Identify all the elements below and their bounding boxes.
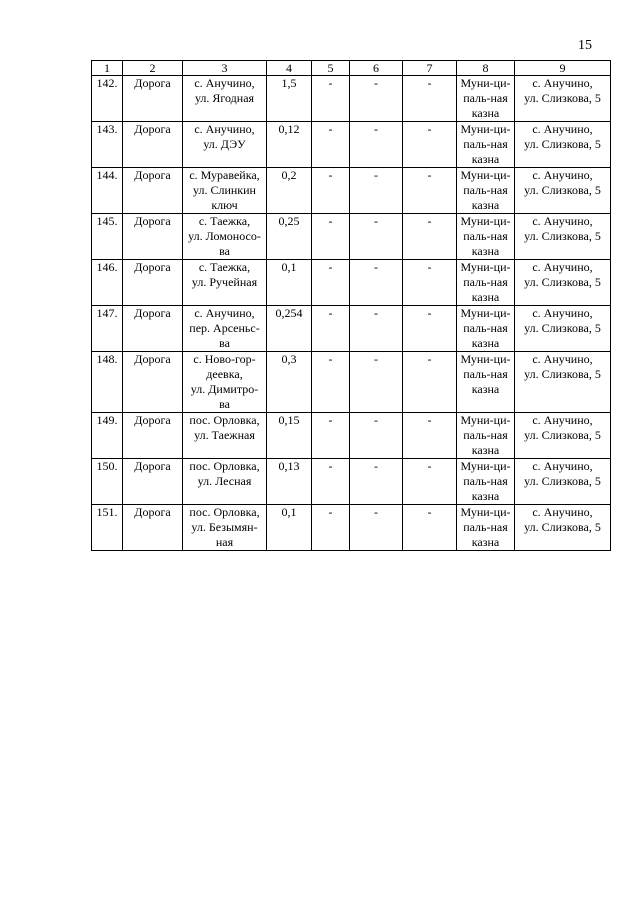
ownership-cell: Муни-ци- паль-ная казна	[457, 459, 515, 505]
column-5-cell: -	[312, 260, 350, 306]
column-7-cell: -	[403, 352, 457, 413]
length-cell: 0,1	[267, 505, 312, 551]
column-6-cell: -	[350, 352, 403, 413]
column-header: 5	[312, 61, 350, 76]
row-number-cell: 142.	[92, 76, 123, 122]
page-number: 15	[578, 38, 592, 53]
length-cell: 1,5	[267, 76, 312, 122]
row-number-cell: 148.	[92, 352, 123, 413]
column-7-cell: -	[403, 214, 457, 260]
row-number-cell: 143.	[92, 122, 123, 168]
column-header: 8	[457, 61, 515, 76]
column-header: 3	[183, 61, 267, 76]
table-row	[92, 260, 611, 306]
table-header-row	[92, 61, 611, 76]
column-header: 6	[350, 61, 403, 76]
column-header: 1	[92, 61, 123, 76]
column-7-cell: -	[403, 168, 457, 214]
column-6-cell: -	[350, 413, 403, 459]
table-row	[92, 352, 611, 413]
column-header: 4	[267, 61, 312, 76]
table-row	[92, 76, 611, 122]
property-registry-table	[91, 60, 611, 551]
holder-address-cell: с. Анучино, ул. Слизкова, 5	[515, 168, 611, 214]
column-6-cell: -	[350, 306, 403, 352]
table-row	[92, 413, 611, 459]
object-type-cell: Дорога	[123, 413, 183, 459]
length-cell: 0,13	[267, 459, 312, 505]
length-cell: 0,254	[267, 306, 312, 352]
column-7-cell: -	[403, 260, 457, 306]
address-cell: с. Таежка, ул. Ручейная	[183, 260, 267, 306]
address-cell: с. Анучино, ул. Ягодная	[183, 76, 267, 122]
object-type-cell: Дорога	[123, 122, 183, 168]
holder-address-cell: с. Анучино, ул. Слизкова, 5	[515, 76, 611, 122]
column-5-cell: -	[312, 459, 350, 505]
table-row	[92, 122, 611, 168]
column-6-cell: -	[350, 260, 403, 306]
holder-address-cell: с. Анучино, ул. Слизкова, 5	[515, 413, 611, 459]
table-row	[92, 505, 611, 551]
row-number-cell: 146.	[92, 260, 123, 306]
ownership-cell: Муни-ци- паль-ная казна	[457, 260, 515, 306]
ownership-cell: Муни-ци- паль-ная казна	[457, 168, 515, 214]
column-6-cell: -	[350, 168, 403, 214]
ownership-cell: Муни-ци- паль-ная казна	[457, 505, 515, 551]
table-body	[92, 76, 611, 551]
column-5-cell: -	[312, 214, 350, 260]
column-6-cell: -	[350, 76, 403, 122]
row-number-cell: 145.	[92, 214, 123, 260]
object-type-cell: Дорога	[123, 352, 183, 413]
row-number-cell: 144.	[92, 168, 123, 214]
holder-address-cell: с. Анучино, ул. Слизкова, 5	[515, 306, 611, 352]
holder-address-cell: с. Анучино, ул. Слизкова, 5	[515, 505, 611, 551]
address-cell: с. Анучино, пер. Арсеньс- ва	[183, 306, 267, 352]
column-5-cell: -	[312, 122, 350, 168]
ownership-cell: Муни-ци- паль-ная казна	[457, 122, 515, 168]
column-header: 2	[123, 61, 183, 76]
length-cell: 0,15	[267, 413, 312, 459]
row-number-cell: 151.	[92, 505, 123, 551]
address-cell: с. Анучино, ул. ДЭУ	[183, 122, 267, 168]
table-row	[92, 459, 611, 505]
row-number-cell: 147.	[92, 306, 123, 352]
object-type-cell: Дорога	[123, 260, 183, 306]
column-5-cell: -	[312, 306, 350, 352]
address-cell: с. Муравейка, ул. Слинкин ключ	[183, 168, 267, 214]
column-7-cell: -	[403, 306, 457, 352]
column-6-cell: -	[350, 214, 403, 260]
column-6-cell: -	[350, 459, 403, 505]
table-row	[92, 214, 611, 260]
object-type-cell: Дорога	[123, 76, 183, 122]
object-type-cell: Дорога	[123, 214, 183, 260]
column-6-cell: -	[350, 505, 403, 551]
holder-address-cell: с. Анучино, ул. Слизкова, 5	[515, 122, 611, 168]
address-cell: с. Таежка, ул. Ломоносо- ва	[183, 214, 267, 260]
column-5-cell: -	[312, 76, 350, 122]
address-cell: пос. Орловка, ул. Безымян- ная	[183, 505, 267, 551]
holder-address-cell: с. Анучино, ул. Слизкова, 5	[515, 352, 611, 413]
length-cell: 0,25	[267, 214, 312, 260]
ownership-cell: Муни-ци- паль-ная казна	[457, 76, 515, 122]
address-cell: пос. Орловка, ул. Таежная	[183, 413, 267, 459]
object-type-cell: Дорога	[123, 505, 183, 551]
column-6-cell: -	[350, 122, 403, 168]
object-type-cell: Дорога	[123, 306, 183, 352]
column-5-cell: -	[312, 505, 350, 551]
column-7-cell: -	[403, 459, 457, 505]
table-row	[92, 306, 611, 352]
column-7-cell: -	[403, 413, 457, 459]
object-type-cell: Дорога	[123, 168, 183, 214]
object-type-cell: Дорога	[123, 459, 183, 505]
ownership-cell: Муни-ци- паль-ная казна	[457, 306, 515, 352]
column-5-cell: -	[312, 168, 350, 214]
row-number-cell: 150.	[92, 459, 123, 505]
column-7-cell: -	[403, 122, 457, 168]
column-header: 7	[403, 61, 457, 76]
column-5-cell: -	[312, 352, 350, 413]
column-7-cell: -	[403, 505, 457, 551]
row-number-cell: 149.	[92, 413, 123, 459]
holder-address-cell: с. Анучино, ул. Слизкова, 5	[515, 260, 611, 306]
ownership-cell: Муни-ци- паль-ная казна	[457, 214, 515, 260]
address-cell: пос. Орловка, ул. Лесная	[183, 459, 267, 505]
table-row	[92, 168, 611, 214]
column-7-cell: -	[403, 76, 457, 122]
length-cell: 0,3	[267, 352, 312, 413]
column-5-cell: -	[312, 413, 350, 459]
column-header: 9	[515, 61, 611, 76]
ownership-cell: Муни-ци- паль-ная казна	[457, 413, 515, 459]
length-cell: 0,2	[267, 168, 312, 214]
address-cell: с. Ново-гор- деевка, ул. Димитро- ва	[183, 352, 267, 413]
length-cell: 0,12	[267, 122, 312, 168]
length-cell: 0,1	[267, 260, 312, 306]
holder-address-cell: с. Анучино, ул. Слизкова, 5	[515, 459, 611, 505]
ownership-cell: Муни-ци- паль-ная казна	[457, 352, 515, 413]
holder-address-cell: с. Анучино, ул. Слизкова, 5	[515, 214, 611, 260]
